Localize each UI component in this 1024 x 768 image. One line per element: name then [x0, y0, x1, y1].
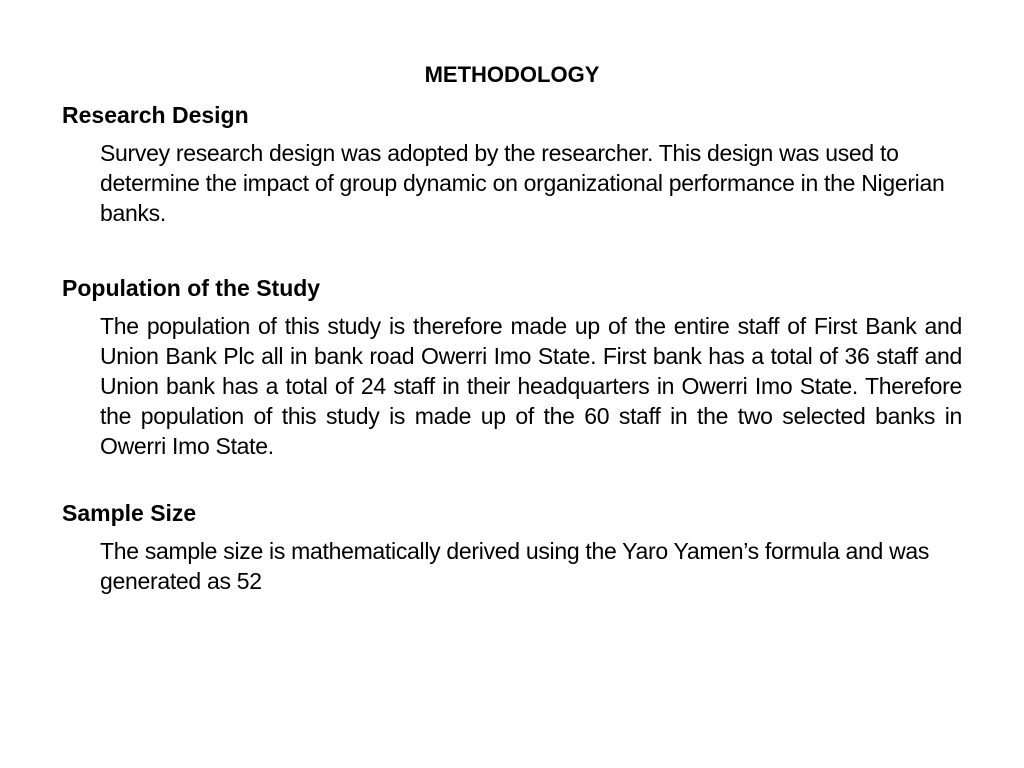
paragraph-research-design: Survey research design was adopted by the researcher. This design was used to determine the impact of group dynamic on organizational performance in the Nigerian banks. — [100, 140, 945, 226]
heading-population: Population of the Study — [62, 275, 321, 301]
heading-sample-size: Sample Size — [62, 500, 197, 526]
paragraph-population: The population of this study is therefore made up of the entire staff of First Bank and Union Bank Plc all in bank road Owerri Imo State. First bank has a total of 36 staff and Union bank has a total of 24 staff in their headquarters in Owerri Imo State. Therefore the population of this study is made up of the 60 staff in the two selected banks in Owerri Imo State. — [100, 313, 962, 459]
slide-title: METHODOLOGY — [424, 62, 600, 87]
heading-research-design: Research Design — [62, 102, 249, 128]
paragraph-sample-size: The sample size is mathematically derived using the Yaro Yamen’s formula and was generated as 52 — [100, 538, 930, 594]
